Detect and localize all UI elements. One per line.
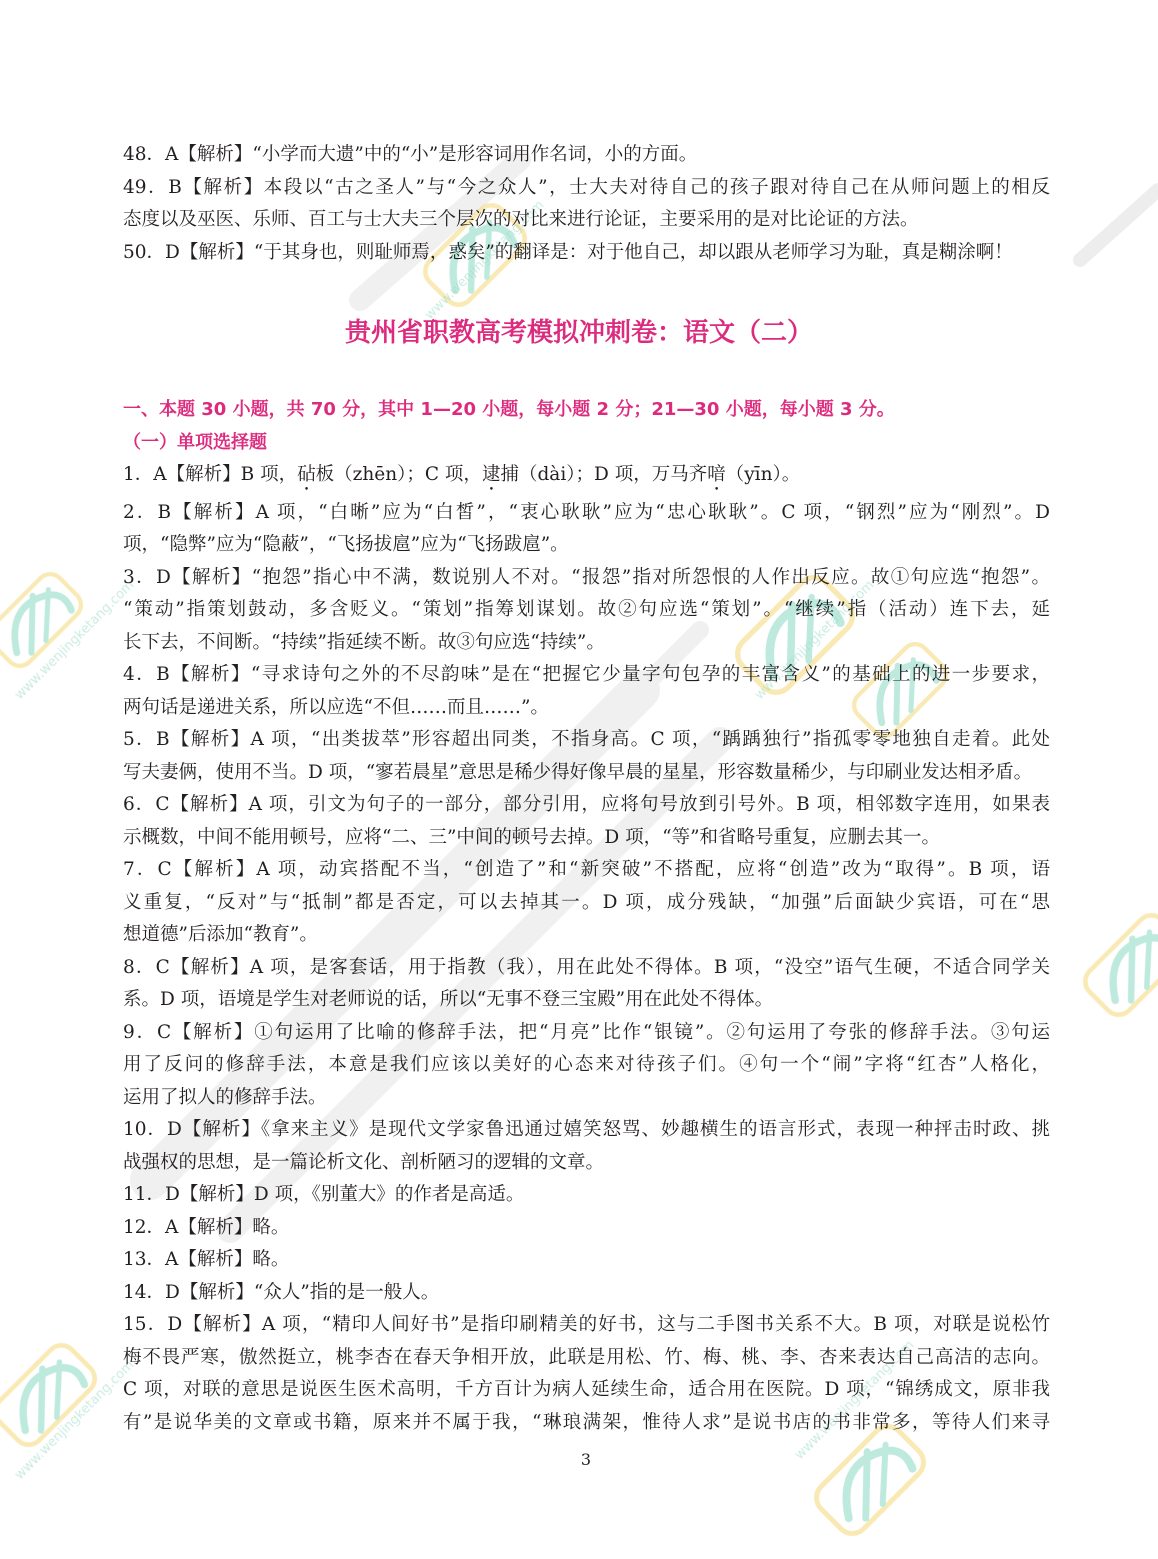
answer-line: 义重复，“反对”与“抵制”都是否定，可以去掉其一。D 项，成分残缺，“加强”后面缺少宾语，可在“思 bbox=[123, 891, 1050, 913]
answer-line: C 项，对联的意思是说医生医术高明，千方百计为病人延续生命，适合用在医院。D 项，“锦绣成文，原非我 bbox=[123, 1379, 1050, 1400]
answer-item bbox=[123, 789, 1050, 854]
answer-line: 长下去，不间断。“持续”指延续不断。故③句应选“持续”。 bbox=[123, 631, 605, 653]
previous-answer-line: 50．D【解析】“于其身也，则耻师焉，惑矣”的翻译是：对于他自己，却以跟从老师学习为耻，真是糊涂啊！ bbox=[123, 241, 1013, 263]
answer-list bbox=[123, 459, 1050, 1439]
text-segment: 1．A【解析】B 项， bbox=[123, 464, 298, 485]
answer-item bbox=[123, 1212, 1050, 1245]
answer-line: 10．D【解析】《拿来主义》是现代文学家鲁迅通过嬉笑怒骂、妙趣横生的语言形式，表现一种抨击时政、挑 bbox=[123, 1119, 1050, 1140]
answer-line: 项，“隐弊”应为“隐蔽”，“飞扬拔扈”应为“飞扬跋扈”。 bbox=[123, 534, 569, 555]
previous-answer-line: 态度以及巫医、乐师、百工与士大夫三个层次的对比来进行论证，主要采用的是对比论证的方法。 bbox=[123, 209, 919, 230]
answer-line: 6．C【解析】A 项，引文为句子的一部分，部分引用，应将句号放到引号外。B 项，相邻数字连用，如果表 bbox=[123, 794, 1050, 815]
watermark-url: www.wenjingketang.com bbox=[422, 197, 548, 323]
answer-item bbox=[123, 562, 1050, 660]
emphasized-char: 喑 bbox=[707, 464, 726, 485]
text-segment: 捕（dài）；D 项，万马齐 bbox=[500, 464, 708, 485]
answer-item bbox=[123, 1244, 1050, 1277]
answer-line: 15．D【解析】A 项，“精印人间好书”是指印刷精美的好书，这与二手图书关系不大。B 项，对联是说松竹 bbox=[123, 1314, 1050, 1335]
previous-answer-item bbox=[123, 237, 1050, 270]
watermark-url: www.wenjingketang.com bbox=[752, 577, 878, 703]
answer-line: 12．A【解析】略。 bbox=[123, 1216, 290, 1238]
answer-item bbox=[123, 459, 1050, 492]
watermark-url: www.wenjingketang.com bbox=[12, 577, 138, 703]
watermark-logo bbox=[0, 1339, 101, 1451]
previous-answer-line: 49．B【解析】本段以“古之圣人”与“今之众人”，士大夫对待自己的孩子跟对待自己在从师问题上的相反 bbox=[123, 176, 1050, 198]
answer-line: 7．C【解析】A 项，动宾搭配不当，“创造了”和“新突破”不搭配，应将“创造”改为“取得”。B 项，语 bbox=[123, 859, 1050, 880]
text-segment: （yīn）。 bbox=[725, 464, 801, 485]
section-subheading: （一）单项选择题 bbox=[123, 431, 267, 453]
page-number: 3 bbox=[580, 1450, 592, 1469]
previous-answers bbox=[123, 139, 1050, 269]
answer-line: 11．D【解析】D 项，《别董大》的作者是高适。 bbox=[123, 1184, 525, 1205]
answer-item bbox=[123, 952, 1050, 1017]
answer-line: 写夫妻俩，使用不当。D 项，“寥若晨星”意思是稀少得好像早晨的星星，形容数量稀少，与印刷业发达相矛盾。 bbox=[123, 761, 1033, 783]
answer-item bbox=[123, 854, 1050, 952]
section-heading: 一、本题 30 小题，共 70 分，其中 1—20 小题，每小题 2 分；21—30 小题，每小题 3 分。 bbox=[123, 399, 895, 420]
answer-item bbox=[123, 1114, 1050, 1179]
answer-line: 运用了拟人的修辞手法。 bbox=[123, 1086, 327, 1108]
watermark-logo bbox=[0, 568, 87, 671]
answer-item bbox=[123, 1309, 1050, 1439]
answer-line: 两句话是递进关系，所以应选“不但……而且……”。 bbox=[123, 696, 549, 718]
text-segment: 板（zhēn）；C 项， bbox=[315, 464, 482, 485]
answer-line: 5．B【解析】A 项，“出类拔萃”形容超出同类，不指身高。C 项，“踽踽独行”指孤零零地独自走着。此处 bbox=[123, 729, 1050, 750]
watermark-logo bbox=[1079, 909, 1158, 1021]
watermark-url: www.wenjingketang.com bbox=[12, 1357, 138, 1483]
answer-line: 示概数，中间不能用顿号，应将“二、三”中间的顿号去掉。D 项，“等”和省略号重复，应删去其一。 bbox=[123, 826, 941, 848]
answer-line: 14．D【解析】“众人”指的是一般人。 bbox=[123, 1281, 440, 1303]
answer-item bbox=[123, 659, 1050, 724]
answer-line: 战强权的思想，是一篇论析文化、剖析陋习的逻辑的文章。 bbox=[123, 1151, 605, 1173]
answer-line bbox=[123, 459, 1050, 492]
answer-line: 想道德”后添加“教育”。 bbox=[123, 924, 318, 945]
answer-item bbox=[123, 497, 1050, 562]
answer-line: 梅不畏严寒，傲然挺立，桃李杏在春天争相开放，此联是用松、竹、梅、桃、李、杏来表达自己高洁的志向。 bbox=[123, 1346, 1050, 1368]
answer-item bbox=[123, 1017, 1050, 1115]
answer-line: 系。D 项，语境是学生对老师说的话，所以“无事不登三宝殿”用在此处不得体。 bbox=[123, 989, 774, 1010]
answer-line: “策动”指策划鼓动，多含贬义。“策划”指筹划谋划。故②句应选“策划”。“继续”指（活动）连下去，延 bbox=[123, 599, 1050, 620]
previous-answer-item bbox=[123, 172, 1050, 237]
answer-item bbox=[123, 1277, 1050, 1310]
emphasized-char: 逮 bbox=[481, 464, 501, 485]
watermark-url: www.wenjingketang.com bbox=[792, 1337, 918, 1463]
answer-line: 2．B【解析】A 项，“白晰”应为“白皙”，“衷心耿耿”应为“忠心耿耿”。C 项，“钢烈”应为“刚烈”。D bbox=[123, 501, 1050, 523]
answer-line: 9．C【解析】①句运用了比喻的修辞手法，把“月亮”比作“银镜”。②句运用了夸张的修辞手法。③句运 bbox=[123, 1021, 1050, 1043]
answer-line: 用了反问的修辞手法，本意是我们应该以美好的心态来对待孩子们。④句一个“闹”字将“红杏”人格化， bbox=[123, 1054, 1050, 1075]
answer-line: 8．C【解析】A 项，是客套话，用于指教（我），用在此处不得体。B 项，“没空”语气生硬，不适合同学关 bbox=[123, 956, 1050, 978]
emphasized-char: 砧 bbox=[297, 464, 316, 485]
answer-line: 有”是说华美的文章或书籍，原来并不属于我，“琳琅满架，惟待人求”是说书店的书非常多，等待人们来寻 bbox=[123, 1411, 1050, 1433]
previous-answer-item bbox=[123, 139, 1050, 172]
section-header bbox=[123, 394, 1050, 459]
answer-line: 13．A【解析】略。 bbox=[123, 1249, 290, 1270]
answer-item bbox=[123, 724, 1050, 789]
page-title: 贵州省职教高考模拟冲刺卷：语文（二） bbox=[344, 318, 813, 348]
previous-answer-line: 48．A【解析】“小学而大遗”中的“小”是形容词用作名词，小的方面。 bbox=[123, 144, 698, 165]
answer-line: 4．B【解析】“寻求诗句之外的不尽韵味”是在“把握它少量字句包孕的丰富含义”的基础上的进一步要求， bbox=[123, 664, 1050, 685]
answer-item bbox=[123, 1179, 1050, 1212]
answer-line: 3．D【解析】“抱怨”指心中不满，数说别人不对。“报怨”指对所怨恨的人作出反应。故①句应选“抱怨”。 bbox=[123, 566, 1050, 588]
